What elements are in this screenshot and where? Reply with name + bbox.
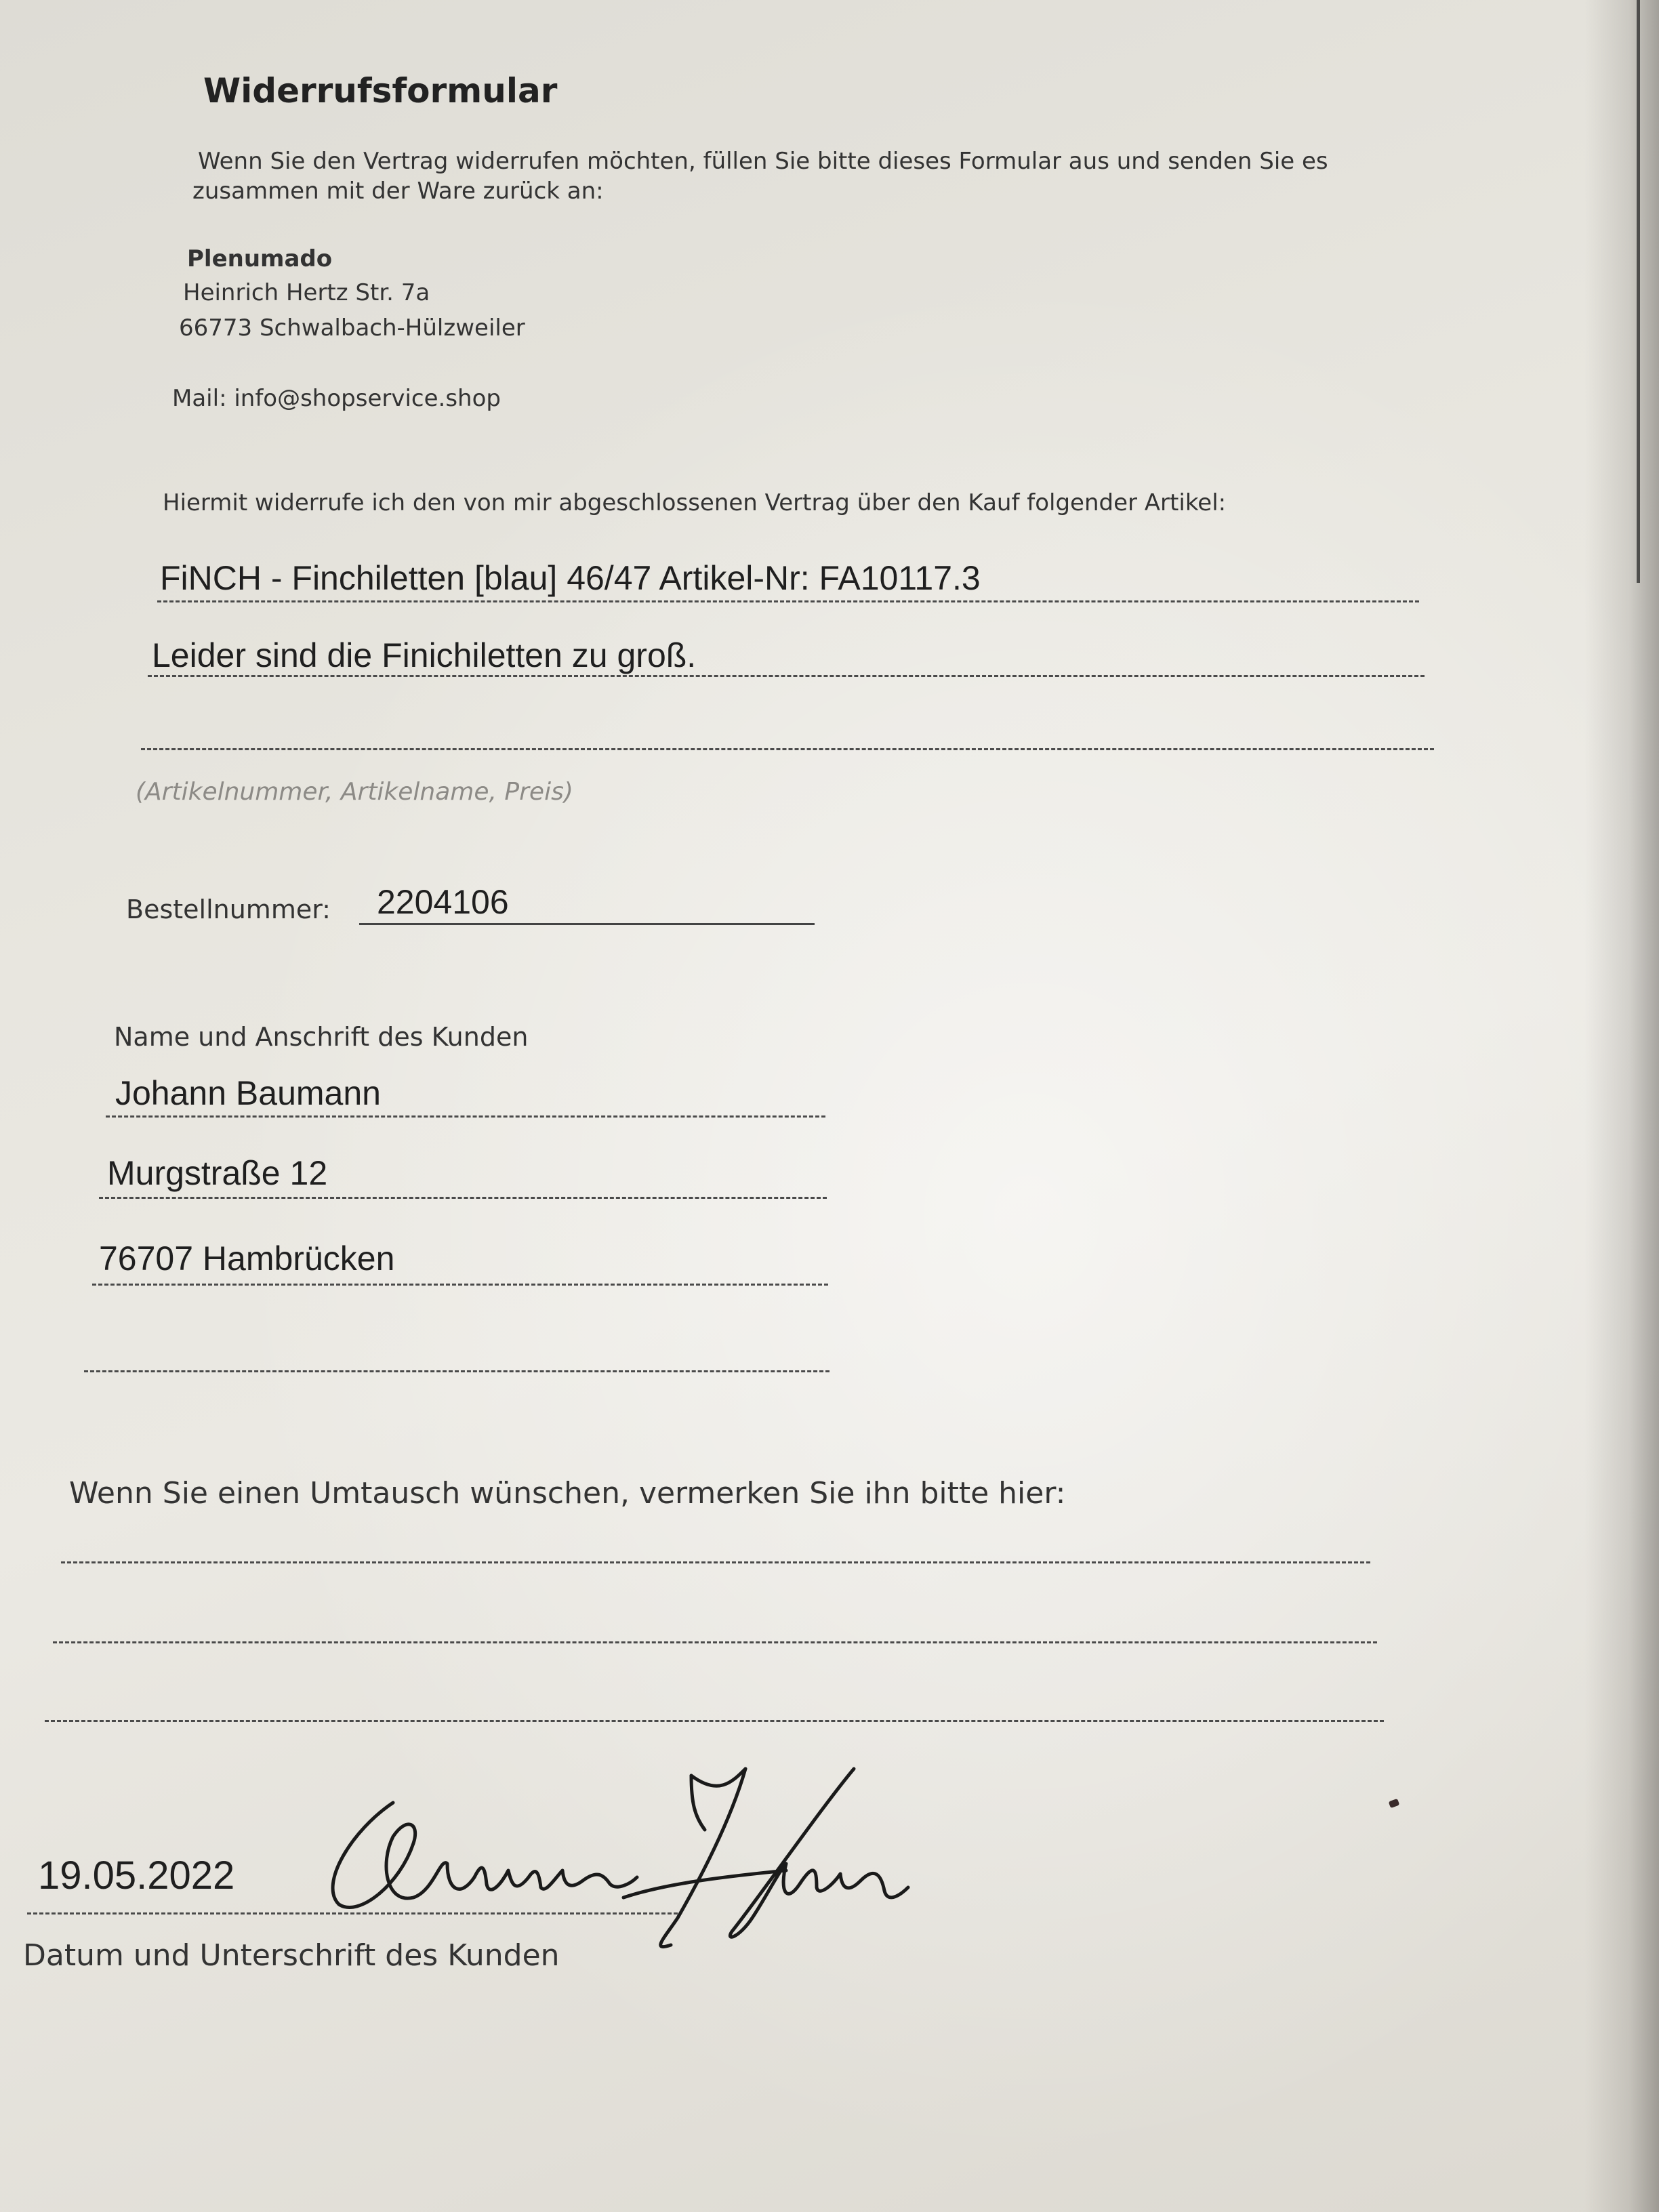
article-line-1: [157, 600, 1419, 602]
article-line-3[interactable]: [141, 748, 1434, 750]
page-edge-shadow: [1584, 0, 1659, 2212]
intro-line-1: Wenn Sie den Vertrag widerrufen möchten, füllen Sie bitte dieses Formular aus und senden Sie es: [198, 148, 1328, 175]
order-number-line: [359, 923, 815, 925]
exchange-line-3[interactable]: [45, 1720, 1384, 1722]
article-line-2-value[interactable]: Leider sind die Finichiletten zu groß.: [152, 636, 697, 674]
order-number-label: Bestellnummer:: [126, 895, 331, 924]
customer-name-value[interactable]: Johann Baumann: [115, 1074, 381, 1112]
customer-label: Name und Anschrift des Kunden: [114, 1022, 529, 1052]
customer-city-value[interactable]: 76707 Hambrücken: [99, 1240, 395, 1277]
exchange-line-2[interactable]: [53, 1641, 1377, 1643]
article-hint: (Artikelnummer, Artikelname, Preis): [136, 778, 573, 806]
ink-mark: [1389, 1799, 1400, 1808]
exchange-label: Wenn Sie einen Umtausch wünschen, vermerken Sie ihn bitte hier:: [69, 1476, 1066, 1511]
company-name: Plenumado: [187, 245, 333, 272]
intro-line-2: zusammen mit der Ware zurück an:: [192, 178, 604, 205]
customer-street-line: [99, 1197, 827, 1199]
signature-label: Datum und Unterschrift des Kunden: [23, 1938, 560, 1973]
form-title: Widerrufsformular: [203, 71, 558, 110]
customer-name-line: [106, 1115, 825, 1118]
customer-extra-line[interactable]: [84, 1370, 830, 1372]
article-line-2: [148, 675, 1425, 677]
customer-signature: [312, 1748, 935, 1965]
company-mail: Mail: info@shopservice.shop: [172, 385, 501, 412]
page-fold-line: [1637, 0, 1640, 583]
article-line-1-value[interactable]: FiNCH - Finchiletten [blau] 46/47 Artikel-Nr: FA10117.3: [160, 559, 981, 597]
order-number-value[interactable]: 2204106: [377, 883, 509, 921]
company-street: Heinrich Hertz Str. 7a: [183, 279, 430, 306]
exchange-line-1[interactable]: [61, 1561, 1370, 1563]
customer-city-line: [92, 1284, 828, 1286]
revocation-statement: Hiermit widerrufe ich den von mir abgeschlossenen Vertrag über den Kauf folgender Artikel:: [163, 489, 1227, 516]
date-value[interactable]: 19.05.2022: [38, 1853, 235, 1898]
company-city: 66773 Schwalbach-Hülzweiler: [179, 314, 525, 342]
customer-street-value[interactable]: Murgstraße 12: [107, 1154, 328, 1192]
